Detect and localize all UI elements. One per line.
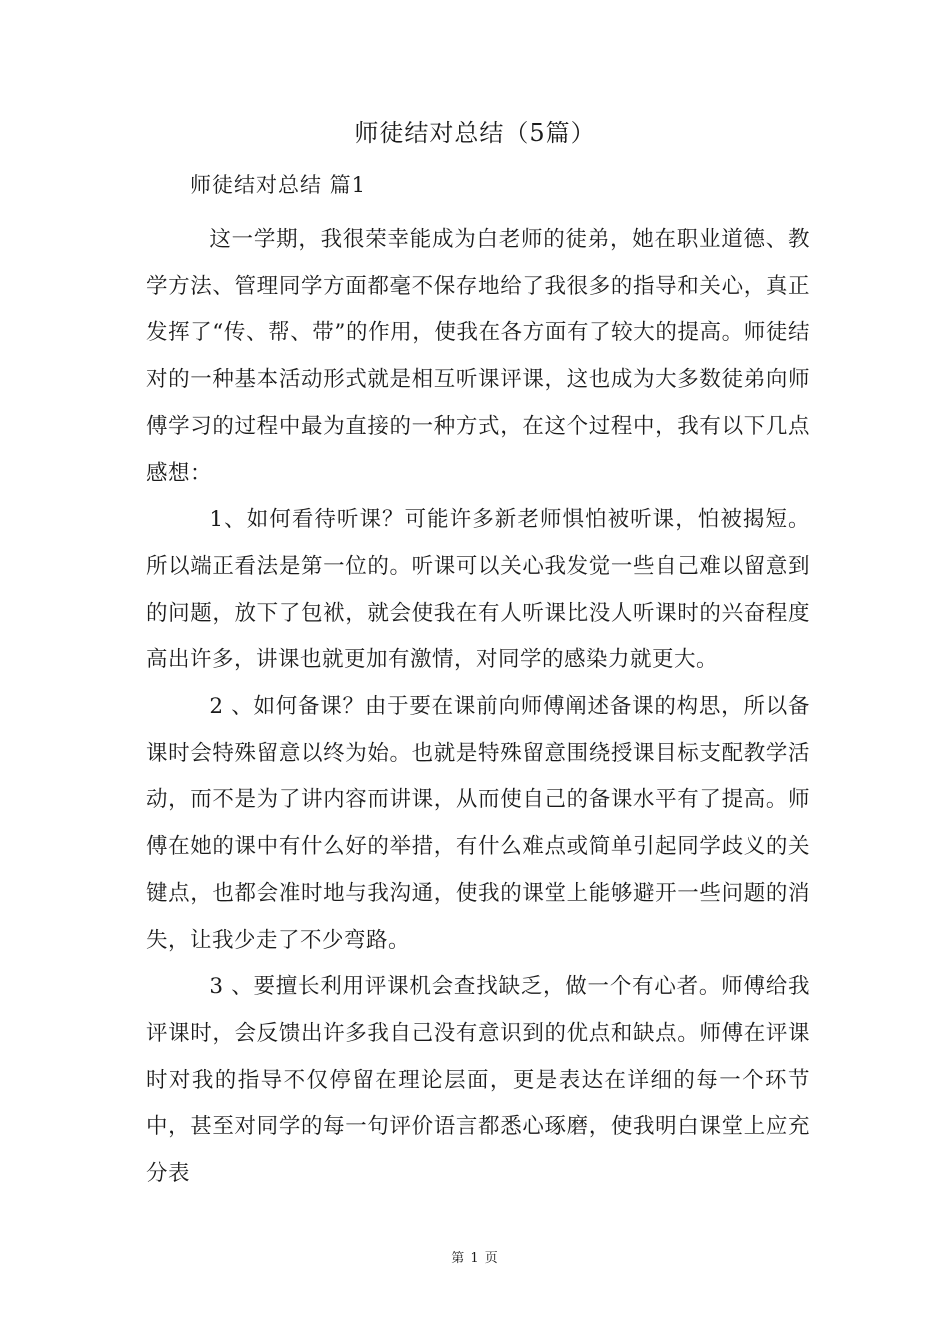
section-heading: 师徒结对总结 篇1 xyxy=(190,173,367,197)
document-title: 师徒结对总结（5篇） xyxy=(354,119,596,147)
paragraph-intro: 这一学期，我很荣幸能成为白老师的徒弟，她在职业道德、教学方法、管理同学方面都毫不保存地给了我很多的指导和关心，真正发挥了“传、帮、带”的作用，使我在各方面有了较大的提高。师徒结对的一种基本活动形式就是相互听课评课，这也成为大多数徒弟向师傅学习的过程中最为直接的一种方式，在这个过程中，我有以下几点感想： xyxy=(146,227,810,486)
body-text xyxy=(146,217,810,1198)
paragraph-point-1: 1、如何看待听课？可能许多新老师惧怕被听课，怕被揭短。所以端正看法是第一位的。听课可以关心我发觉一些自己难以留意到的问题，放下了包袱，就会使我在有人听课比没人听课时的兴奋程度高出许多，讲课也就更加有激情，对同学的感染力就更大。 xyxy=(146,507,810,673)
paragraph-point-3: 3 、要擅长利用评课机会查找缺乏，做一个有心者。师傅给我评课时，会反馈出许多我自己没有意识到的优点和缺点。师傅在评课时对我的指导不仅停留在理论层面，更是表达在详细的每一个环节中，甚至对同学的每一句评价语言都悉心琢磨，使我明白课堂上应充分表 xyxy=(146,974,810,1187)
paragraph-point-2: 2 、如何备课？由于要在课前向师傅阐述备课的构思，所以备课时会特殊留意以终为始。也就是特殊留意围绕授课目标支配教学活动，而不是为了讲内容而讲课，从而使自己的备课水平有了提高。师傅在她的课中有什么好的举措，有什么难点或简单引起同学歧义的关键点，也都会准时地与我沟通，使我的课堂上能够避开一些问题的消失，让我少走了不少弯路。 xyxy=(146,694,810,953)
page-number: 第 1 页 xyxy=(451,1251,499,1266)
